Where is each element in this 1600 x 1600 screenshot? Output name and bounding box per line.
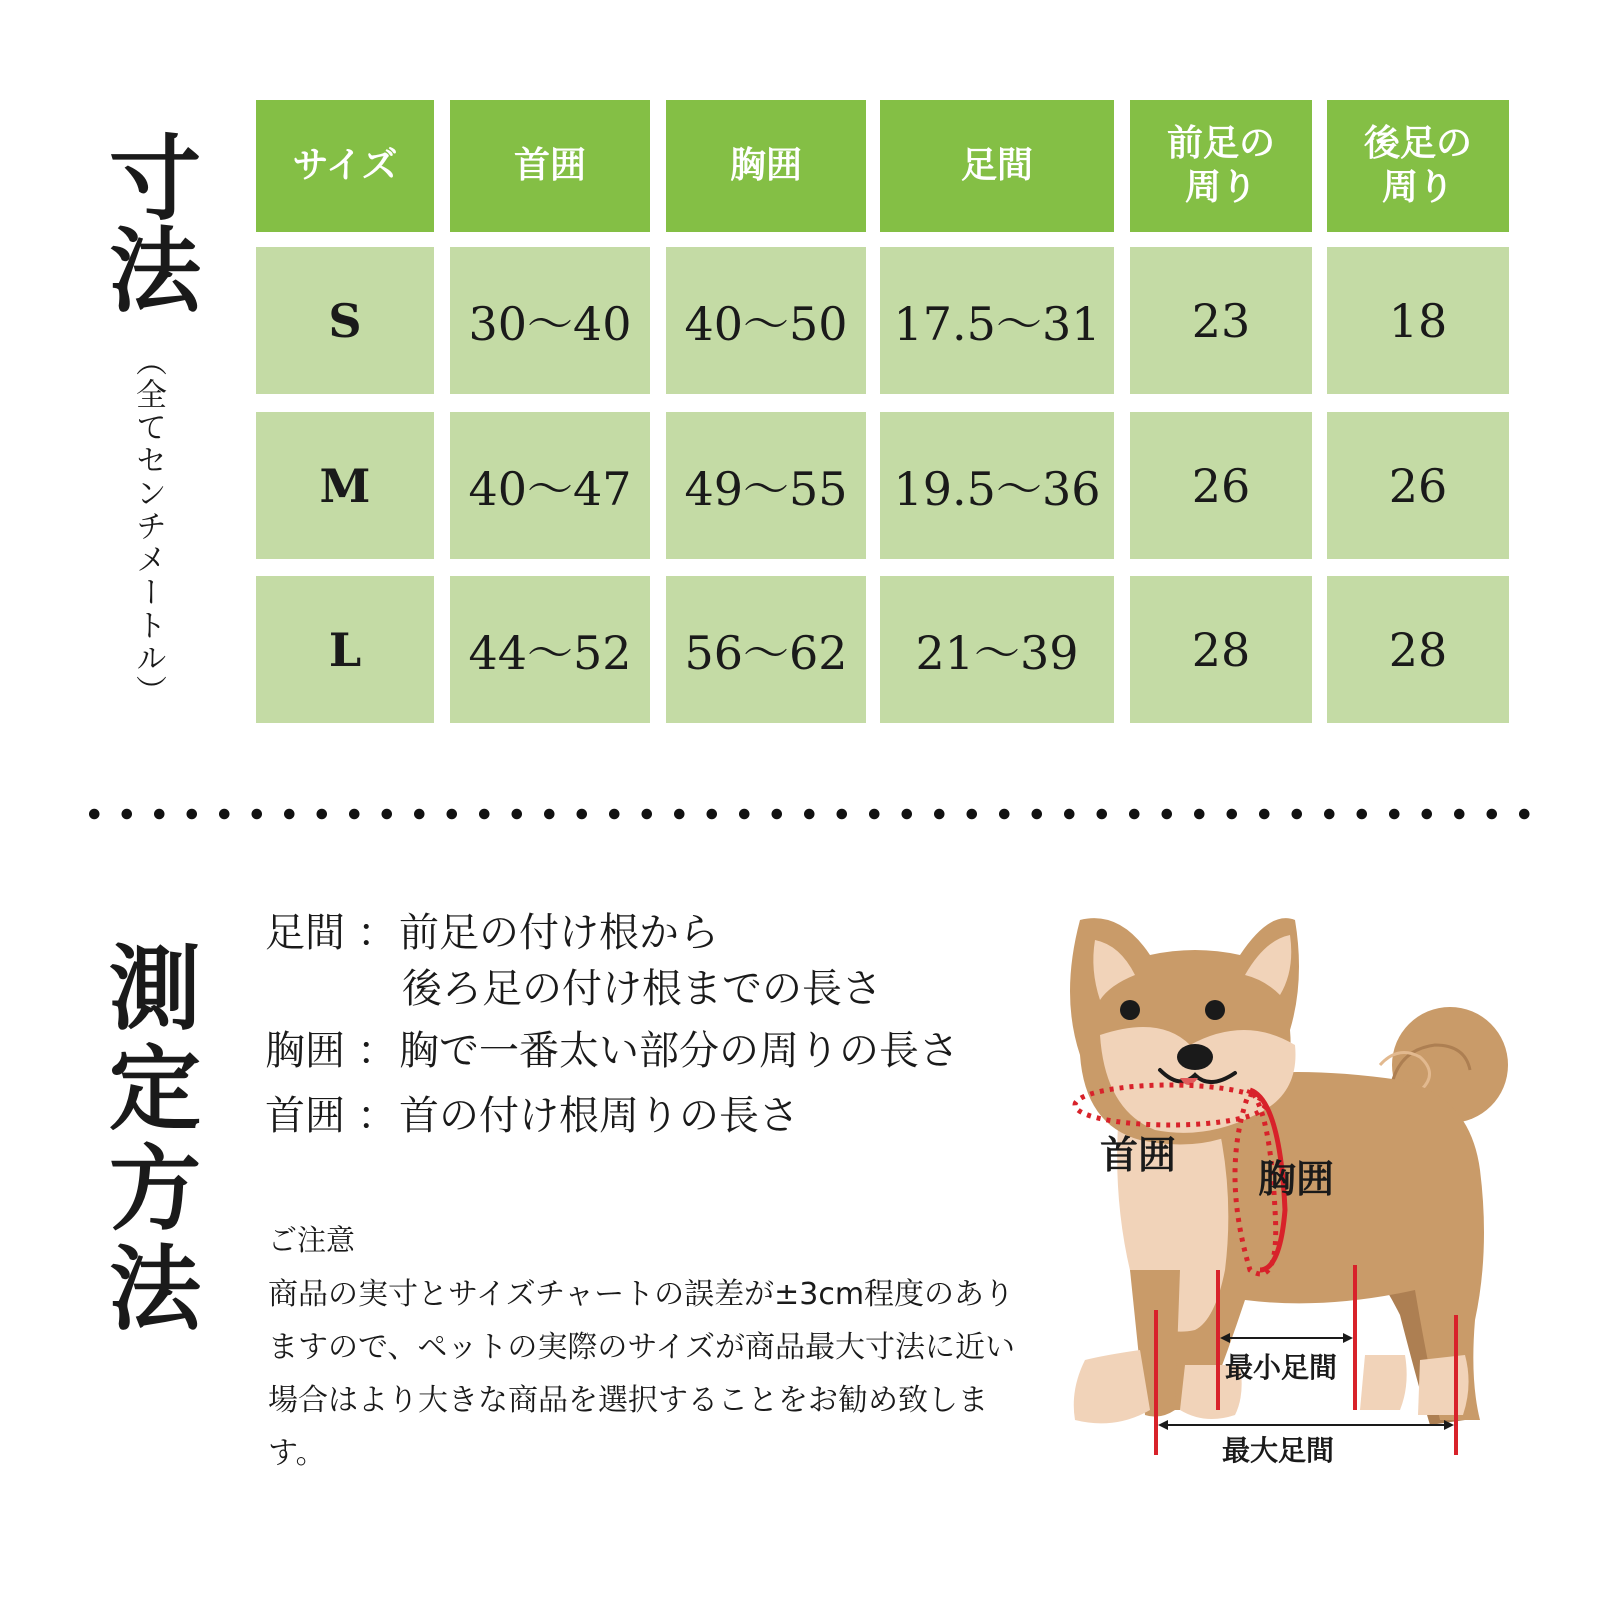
header-neck: 首囲: [450, 100, 650, 232]
dotted-divider: [78, 808, 1540, 820]
dog-eye-left: [1120, 1000, 1140, 1020]
notice-title: ご注意: [268, 1223, 356, 1257]
max-leg-label: 最大足間: [1222, 1434, 1335, 1467]
desc-text: 後ろ足の付け根までの長さ: [402, 966, 882, 1012]
desc-colon: ：: [357, 1028, 397, 1074]
cell-chest: 56～62: [666, 576, 866, 723]
desc-text: 胸で一番太い部分の周りの長さ: [399, 1028, 959, 1074]
unit-note: （全てセンチメートル）: [130, 345, 166, 708]
dog-eye-right: [1205, 1000, 1225, 1020]
desc-label: 首囲: [265, 1093, 345, 1139]
cell-neck: 40～47: [450, 412, 650, 559]
cell-size: L: [256, 576, 434, 723]
cell-chest: 40～50: [666, 247, 866, 394]
dog-back-paw-right: [1418, 1355, 1469, 1415]
cell-neck: 44～52: [450, 576, 650, 723]
cell-size: S: [256, 247, 434, 394]
cell-leg-distance: 19.5～36: [880, 412, 1114, 559]
header-leg-distance: 足間: [880, 100, 1114, 232]
measure-section-title: 測定方法: [94, 940, 201, 1340]
header-size: サイズ: [256, 100, 434, 232]
min-leg-label: 最小足間: [1225, 1351, 1338, 1384]
desc-label: 胸囲: [265, 1028, 345, 1074]
cell-back-leg: 26: [1327, 412, 1509, 559]
cell-back-leg: 28: [1327, 576, 1509, 723]
desc-colon: ：: [357, 1093, 397, 1139]
header-chest: 胸囲: [666, 100, 866, 232]
cell-neck: 30～40: [450, 247, 650, 394]
cell-chest: 49～55: [666, 412, 866, 559]
cell-leg-distance: 21～39: [880, 576, 1114, 723]
dog-front-paw-left: [1074, 1350, 1150, 1423]
cell-size: M: [256, 412, 434, 559]
cell-front-leg: 26: [1130, 412, 1312, 559]
size-section-title: 寸法: [94, 130, 201, 314]
dog-back-paw-left: [1360, 1355, 1407, 1410]
desc-chest: [265, 1023, 959, 1079]
header-front-leg: 前足の 周り: [1130, 100, 1312, 232]
cell-leg-distance: 17.5～31: [880, 247, 1114, 394]
notice-body: 商品の実寸とサイズチャートの誤差が±3cm程度のありますので、ペットの実際のサイズが商品最大寸法に近い場合はより大きな商品を選択することをお勧め致します。: [268, 1277, 1015, 1471]
desc-text: 首の付け根周りの長さ: [399, 1093, 799, 1139]
cell-back-leg: 18: [1327, 247, 1509, 394]
desc-text: 前足の付け根から: [399, 910, 719, 956]
header-back-leg: 後足の 周り: [1327, 100, 1509, 232]
dog-nose: [1177, 1044, 1213, 1070]
desc-colon: ：: [357, 910, 397, 956]
cell-front-leg: 28: [1130, 576, 1312, 723]
neck-label: 首囲: [1100, 1133, 1177, 1177]
desc-label: 足間: [265, 910, 345, 956]
desc-neck: [265, 1088, 799, 1144]
chest-label: 胸囲: [1258, 1157, 1335, 1201]
cell-front-leg: 23: [1130, 247, 1312, 394]
desc-leg-distance: [265, 905, 882, 1017]
dog-measurement-diagram: [1060, 910, 1530, 1510]
